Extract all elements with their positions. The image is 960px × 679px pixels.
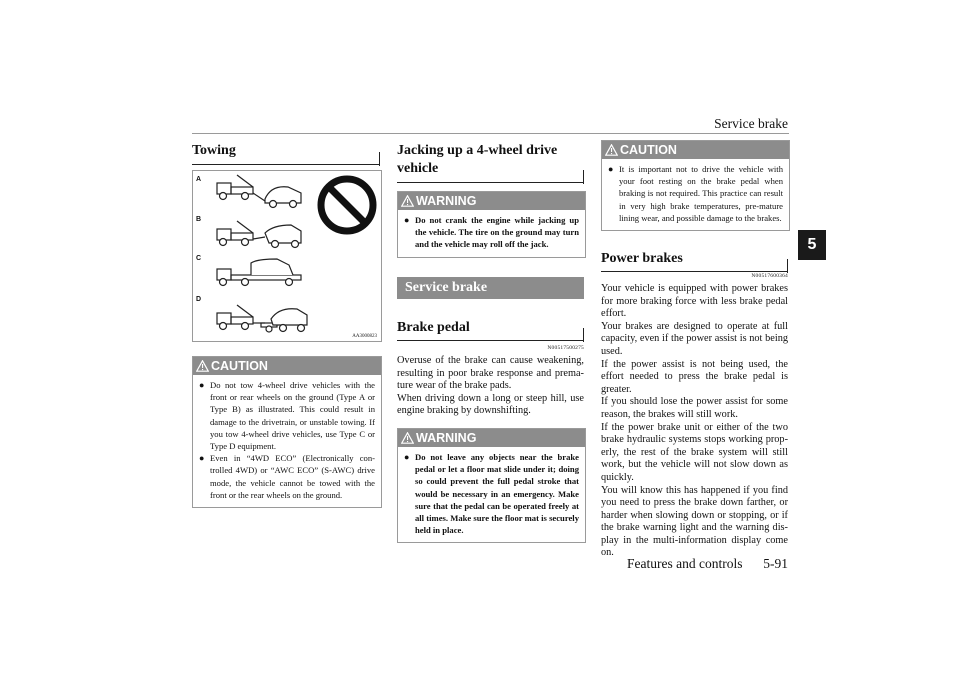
warning-triangle-icon	[401, 195, 414, 207]
fig-label-b: B	[196, 216, 202, 223]
jacking-warning-box	[397, 191, 586, 258]
fig-label-d: D	[196, 296, 202, 303]
footer-section: Features and controls	[627, 556, 743, 571]
list-item	[608, 163, 783, 224]
caution-header	[602, 141, 789, 159]
bullet-icon: ●	[608, 164, 614, 174]
list-item	[404, 451, 579, 536]
bullet-icon: ●	[199, 453, 205, 464]
tow-truck-icon	[217, 175, 301, 208]
page-number: 5-91	[763, 556, 788, 571]
warning-triangle-icon	[401, 432, 414, 444]
list-item	[199, 452, 375, 501]
caution-label: CAUTION	[211, 359, 268, 373]
tow-truck-icon	[217, 221, 301, 248]
power-caution-box	[601, 140, 790, 231]
power-brakes-text	[601, 283, 788, 560]
tow-truck-icon	[217, 305, 307, 332]
caution-text: Even in “4WD ECO” (Electronically con-trolled 4WD) or “AWC ECO” (S-AWC) drive mode, the vehicle cannot be towed with the front or the rear wheels on the ground.	[210, 453, 375, 500]
brake-pedal-text	[397, 355, 584, 418]
brake-pedal-heading: Brake pedal	[397, 320, 584, 341]
paragraph: If the power brake unit or either of the two brake hydraulic systems stops working prop-erly, the rest of the brake system will still work, but the vehicle will not slow down as quickly.	[601, 421, 788, 483]
brake-pedal-heading-wrap	[397, 320, 584, 341]
bullet-icon: ●	[404, 215, 410, 225]
paragraph: Overuse of the brake can cause weakening, resulting in poor brake response and prema-ture wear of the brake pads.	[397, 355, 584, 392]
bullet-icon: ●	[199, 380, 205, 390]
fig-label-a: A	[196, 176, 202, 183]
warning-header	[398, 429, 585, 447]
caution-label: CAUTION	[620, 143, 677, 157]
running-header: Service brake	[714, 116, 788, 131]
jacking-heading: Jacking up a 4-wheel drive vehicle	[397, 142, 584, 183]
caution-text: It is important not to drive the vehicle with your foot resting on the brake pedal when braking is not required. This practice can result in very high brake temperatures, pre-mature lining wear, and possible damage to the brakes.	[619, 164, 783, 223]
paragraph: Your brakes are designed to operate at full capacity, even if the power assist is not being used.	[601, 320, 788, 357]
caution-header	[193, 357, 381, 375]
service-brake-heading: Service brake	[397, 277, 584, 299]
paragraph: When driving down a long or steep hill, use engine braking by downshifting.	[397, 392, 584, 417]
figure-code: AA3000823	[352, 334, 377, 339]
page-footer	[560, 556, 788, 572]
section-code: N00517600364	[751, 273, 788, 279]
caution-text: Do not tow 4-wheel drive vehicles with the front or rear wheels on the ground (Type A or Type B) as illustrated. This could result in damage to the drivetrain, or unstable towing. If you tow 4-wheel drive vehicles, use Type C or Type D equipment.	[210, 380, 375, 452]
paragraph: If you should lose the power assist for some reason, the brakes will still work.	[601, 396, 788, 420]
bullet-icon: ●	[404, 452, 410, 462]
towing-heading-wrap	[192, 142, 380, 165]
warning-label: WARNING	[416, 194, 477, 208]
warning-label: WARNING	[416, 431, 477, 445]
list-item	[404, 214, 579, 251]
warning-triangle-icon	[605, 144, 618, 156]
tow-truck-icon	[217, 259, 301, 286]
towing-illustration	[193, 171, 381, 341]
towing-figure	[192, 170, 382, 342]
prohibited-sign-icon	[321, 179, 373, 231]
towing-heading: Towing	[192, 142, 380, 165]
warning-text: Do not leave any objects near the brake pedal or let a floor mat slide under it; doing so could prevent the full pedal stroke that would be necessary in an emergency. Make sure that the pedal can be operated freely at all times. Make sure the floor mat is securely held in place.	[415, 452, 579, 536]
power-brakes-heading-wrap	[601, 251, 788, 272]
paragraph: You will know this has happened if you find you need to press the brake down farther, or harder when slowing down or stopping, or if the brake warning light and the warning dis-play in the multi-information display come on.	[601, 484, 788, 559]
section-code: N00517500275	[547, 345, 584, 351]
power-brakes-heading: Power brakes	[601, 251, 788, 272]
paragraph: Your vehicle is equipped with power brakes for more braking force with less brake pedal effort.	[601, 283, 788, 320]
header-rule	[192, 133, 789, 134]
brake-pedal-warning-box	[397, 428, 586, 543]
warning-header	[398, 192, 585, 210]
towing-caution-box	[192, 356, 382, 508]
warning-text: Do not crank the engine while jacking up the vehicle. The tire on the ground may turn and the vehicle may roll off the jack.	[415, 215, 579, 250]
list-item	[199, 379, 375, 452]
chapter-tab: 5	[798, 230, 826, 260]
jacking-heading-wrap	[397, 142, 584, 183]
paragraph: If the power assist is not being used, the effort needed to press the brake pedal is greater.	[601, 358, 788, 395]
warning-triangle-icon	[196, 360, 209, 372]
fig-label-c: C	[196, 255, 202, 262]
